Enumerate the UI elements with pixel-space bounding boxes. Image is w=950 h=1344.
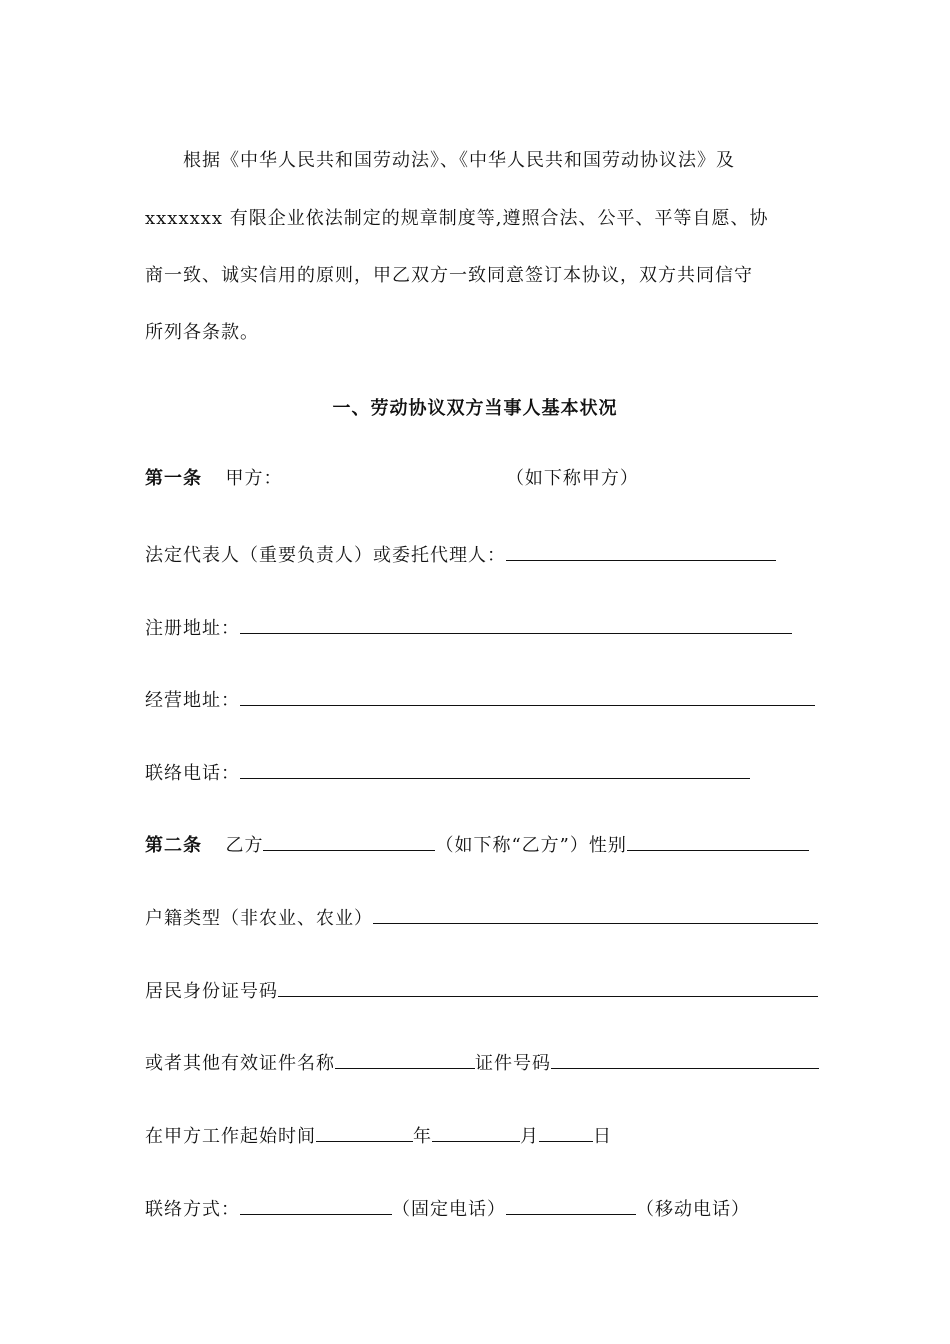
article1-label: 第一条 [145, 468, 202, 489]
other-id-number-field[interactable] [551, 1048, 819, 1069]
mobile-label: （移动电话） [636, 1199, 750, 1220]
start-year-field[interactable] [316, 1121, 413, 1142]
month-label: 月 [520, 1126, 539, 1147]
id-number-row [145, 976, 818, 1005]
hukou-field[interactable] [373, 903, 818, 924]
landline-label: （固定电话） [392, 1199, 506, 1220]
article2-party-b-row [145, 830, 809, 859]
party-b-note: （如下称“乙方”）性别 [435, 835, 627, 856]
contact-row [145, 1194, 750, 1223]
contact-label: 联络方式： [145, 1199, 240, 1220]
phone-field[interactable] [240, 758, 750, 779]
legal-rep-field[interactable] [506, 540, 776, 561]
intro-line-4: 所列各条款。 [145, 322, 259, 343]
other-id-name-field[interactable] [335, 1048, 475, 1069]
section-title: 一、劳动协议双方当事人基本状况 [332, 398, 618, 419]
party-a-label: 甲方： [225, 468, 283, 489]
phone-label: 联络电话： [145, 763, 240, 784]
other-id-name-label: 或者其他有效证件名称 [145, 1053, 335, 1074]
biz-address-row [145, 685, 815, 714]
hukou-label: 户籍类型（非农业、农业） [145, 908, 373, 929]
intro-line-2: xxxxxxx 有限企业依法制定的规章制度等,遵照合法、公平、平等自愿、协 [145, 208, 769, 229]
start-time-label: 在甲方工作起始时间 [145, 1126, 316, 1147]
intro-line-1: 根据《中华人民共和国劳动法》、《中华人民共和国劳动协议法》及 [183, 150, 735, 171]
landline-field[interactable] [240, 1194, 392, 1215]
reg-address-field[interactable] [240, 613, 792, 634]
phone-row [145, 758, 750, 787]
id-number-field[interactable] [278, 976, 818, 997]
id-number-label: 居民身份证号码 [145, 981, 278, 1002]
other-id-row [145, 1048, 819, 1077]
article2-label: 第二条 [145, 835, 202, 856]
year-label: 年 [413, 1126, 432, 1147]
party-a-note: （如下称甲方） [505, 468, 639, 489]
start-time-row [145, 1121, 612, 1150]
reg-address-label: 注册地址： [145, 618, 240, 639]
other-id-number-label: 证件号码 [475, 1053, 551, 1074]
intro-line-3: 商一致、诚实信用的原则，甲乙双方一致同意签订本协议，双方共同信守 [145, 265, 753, 286]
hukou-row [145, 903, 818, 932]
legal-rep-row [145, 540, 776, 569]
reg-address-row [145, 613, 792, 642]
article1-party-a-row [145, 466, 639, 492]
gender-field[interactable] [627, 830, 809, 851]
day-label: 日 [593, 1126, 612, 1147]
start-month-field[interactable] [432, 1121, 520, 1142]
party-b-label: 乙方 [225, 835, 264, 856]
legal-rep-label: 法定代表人（重要负责人）或委托代理人： [145, 545, 506, 566]
start-day-field[interactable] [539, 1121, 593, 1142]
biz-address-field[interactable] [240, 685, 815, 706]
mobile-field[interactable] [506, 1194, 636, 1215]
party-b-field[interactable] [263, 830, 435, 851]
biz-address-label: 经营地址： [145, 690, 240, 711]
